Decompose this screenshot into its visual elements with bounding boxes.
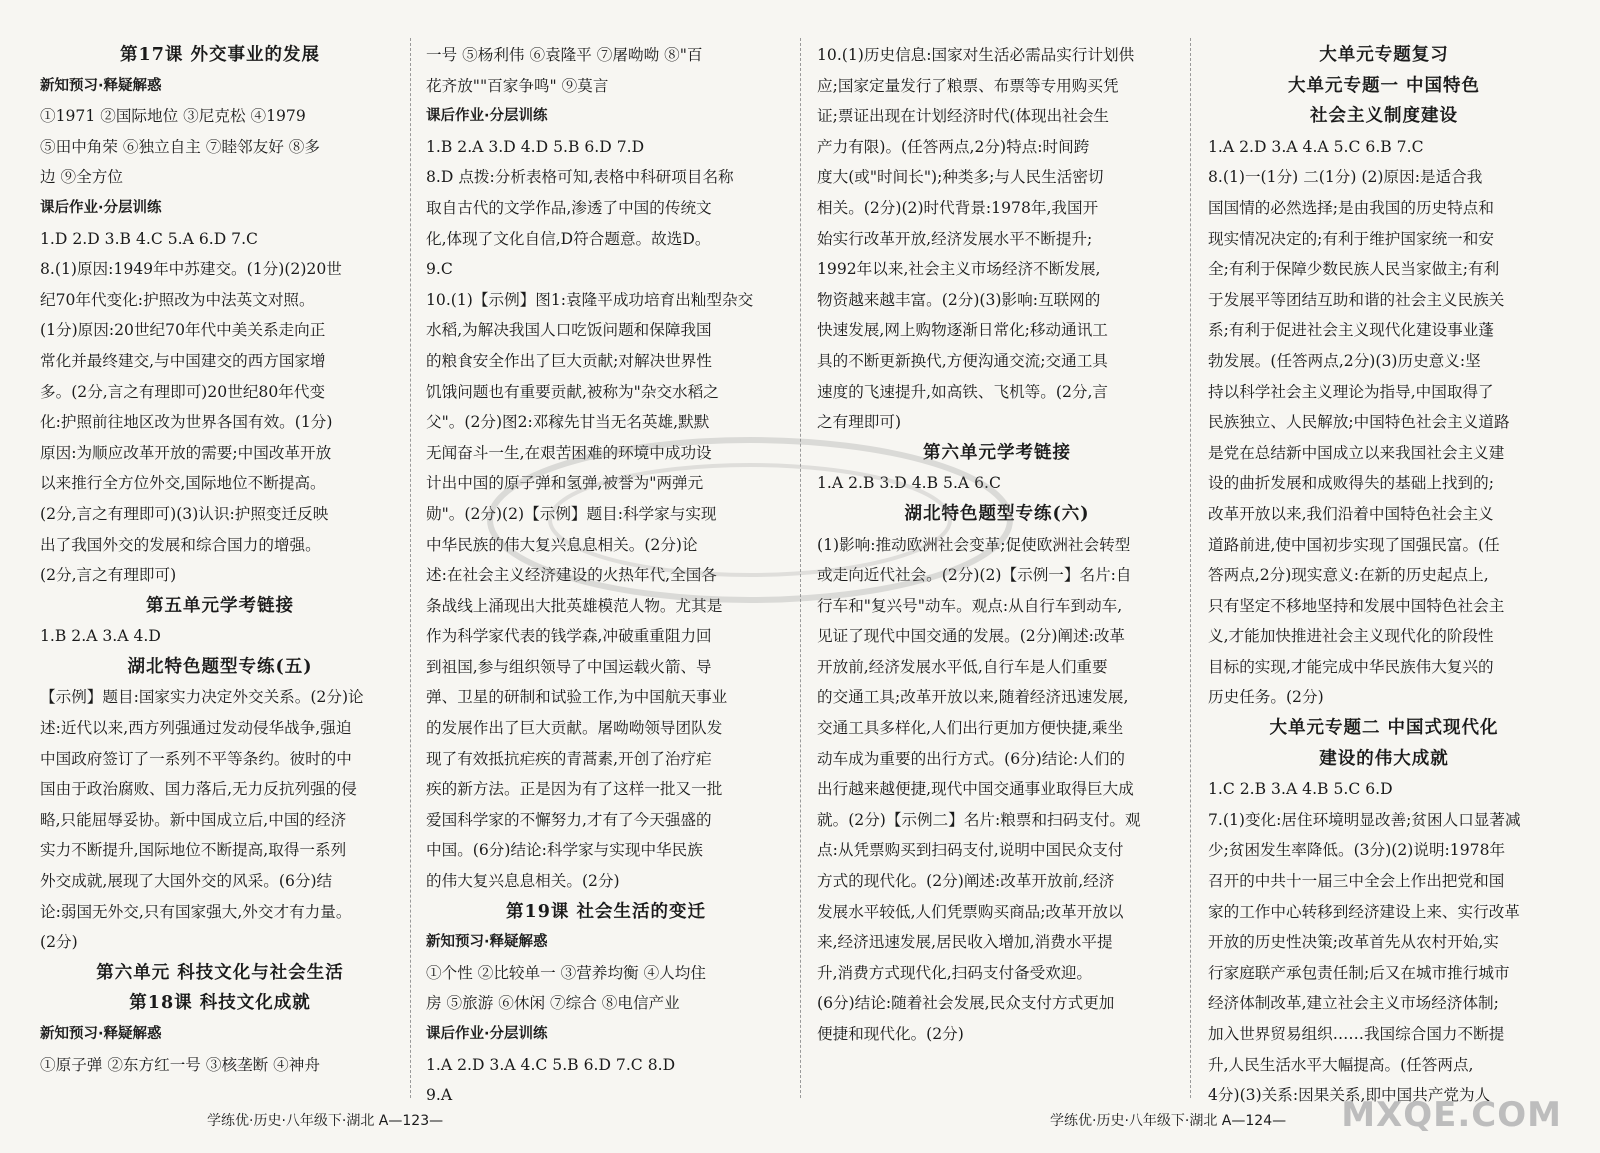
answer-line: 条战线上涌现出大批英雄模范人物。尤其是 <box>426 596 723 615</box>
answer-line: 常化并最终建交,与中国建交的西方国家增 <box>40 351 326 370</box>
answer-column-1 <box>40 40 400 1080</box>
answer-line: 1.D 2.D 3.B 4.C 5.A 6.D 7.C <box>40 229 258 248</box>
answer-line: 作为科学家代表的钱学森,冲破重重阻力回 <box>426 627 712 646</box>
answer-line: 始实行改革开放,经济发展水平不断提升; <box>817 229 1093 248</box>
answer-line: 7.(1)变化:居住环境明显改善;贫困人口显著减 <box>1208 810 1521 829</box>
answer-line: 外交成就,展现了大国外交的风采。(6分)结 <box>40 872 333 891</box>
answer-line: 中华民族的伟大复兴息息相关。(2分)论 <box>426 535 698 554</box>
answer-line: 出了我国外交的发展和综合国力的增强。 <box>40 535 321 554</box>
answer-line: 中国政府签订了一系列不平等条约。彼时的中 <box>40 749 352 768</box>
page-footer-right: 学练优·历史·八年级下·湖北 A—124— <box>1050 1113 1287 1129</box>
answer-line: 9.C <box>426 260 453 279</box>
subsection-label: 课后作业·分层训练 <box>426 1026 548 1042</box>
answer-line: 系;有利于促进社会主义现代化建设事业蓬 <box>1208 321 1494 340</box>
answer-line: 目标的实现,才能完成中华民族伟大复兴的 <box>1208 657 1494 676</box>
answer-line: 述:近代以来,西方列强通过发动侵华战争,强迫 <box>40 719 352 738</box>
page-footer-left: 学练优·历史·八年级下·湖北 A—123— <box>207 1113 444 1129</box>
answer-line: ⑤田中角荣 ⑥独立自主 ⑦睦邻友好 ⑧多 <box>40 137 320 156</box>
section-heading: 第18课 科技文化成就 <box>129 993 311 1014</box>
answer-line: 之有理即可) <box>817 413 902 432</box>
section-heading: 大单元专题复习 <box>1319 45 1449 65</box>
subsection-label: 新知预习·释疑解惑 <box>40 1026 162 1042</box>
answer-line: 无闻奋斗一生,在艰苦困难的环境中成功设 <box>426 443 712 462</box>
answer-line: 计出中国的原子弹和氢弹,被誉为"两弹元 <box>426 474 704 493</box>
answer-line: 度大(或"时间长");种类多;与人民生活密切 <box>817 168 1104 187</box>
watermark: MXQE.COM <box>1341 1095 1562 1135</box>
section-heading: 第六单元 科技文化与社会生活 <box>96 962 344 983</box>
answer-line: (2分,言之有理即可) <box>40 566 177 585</box>
answer-line: 方式的现代化。(2分)阐述:改革开放前,经济 <box>817 872 1115 891</box>
answer-line: 述:在社会主义经济建设的火热年代,全国各 <box>426 566 717 585</box>
answer-line: 物资越来越丰富。(2分)(3)影响:互联网的 <box>817 290 1101 309</box>
answer-line: 4分)(3)关系:因果关系,即中国共产党为人 <box>1208 1086 1491 1105</box>
answer-line: 国国情的必然选择;是由我国的历史特点和 <box>1208 198 1494 217</box>
answer-line: 召开的中共十一届三中全会上作出把党和国 <box>1208 872 1505 891</box>
answer-line: 来,经济迅速发展,居民收入增加,消费水平提 <box>817 933 1113 952</box>
answer-line: 8.D 点拨:分析表格可知,表格中科研项目名称 <box>426 168 734 187</box>
answer-line: 化,体现了文化自信,D符合题意。故选D。 <box>426 229 711 248</box>
answer-line: 经济体制改革,建立社会主义市场经济体制; <box>1208 994 1499 1013</box>
answer-line: 的粮食安全作出了巨大贡献;对解决世界性 <box>426 351 712 370</box>
answer-line: 疾的新方法。正是因为有了这样一批又一批 <box>426 780 723 799</box>
answer-line: 取自古代的文学作品,渗透了中国的传统文 <box>426 198 712 217</box>
answer-line: 8.(1)原因:1949年中苏建交。(1分)(2)20世 <box>40 260 342 279</box>
section-heading: 第五单元学考链接 <box>146 595 294 616</box>
answer-line: 弹、卫星的研制和试验工作,为中国航天事业 <box>426 688 728 707</box>
answer-line: 以来推行全方位外交,国际地位不断提高。 <box>40 474 326 493</box>
answer-line: 见证了现代中国交通的发展。(2分)阐述:改革 <box>817 627 1126 646</box>
section-heading: 大单元专题二 中国式现代化 <box>1269 718 1499 739</box>
section-heading: 湖北特色题型专练(六) <box>904 503 1090 524</box>
answer-line: 化:护照前往地区改为世界各国有效。(1分) <box>40 413 333 432</box>
answer-line: 到祖国,参与组织领导了中国运载火箭、导 <box>426 657 712 676</box>
answer-line: 速度的飞速提升,如高铁、飞机等。(2分,言 <box>817 382 1109 401</box>
answer-line: (2分) <box>40 933 78 952</box>
answer-column-2 <box>426 40 786 1111</box>
answer-line: 道路前进,使中国初步实现了国强民富。(任 <box>1208 535 1500 554</box>
answer-line: 饥饿问题也有重要贡献,被称为"杂交水稻之 <box>426 382 719 401</box>
subsection-label: 课后作业·分层训练 <box>426 108 548 125</box>
section-heading: 建设的伟大成就 <box>1319 748 1449 769</box>
column-divider <box>800 38 801 1098</box>
answer-line: 快速发展,网上购物逐渐日常化;移动通讯工 <box>817 321 1108 340</box>
answer-line: 是党在总结新中国成立以来我国社会主义建 <box>1208 443 1505 462</box>
answer-line: 房 ⑤旅游 ⑥休闲 ⑦综合 ⑧电信产业 <box>426 994 680 1013</box>
answer-line: 原因:为顺应改革开放的需要;中国改革开放 <box>40 443 332 462</box>
answer-line: 答两点,2分)现实意义:在新的历史起点上, <box>1208 566 1489 585</box>
answer-line: 略,只能屈辱妥协。新中国成立后,中国的经济 <box>40 810 347 829</box>
answer-line: 1.C 2.B 3.A 4.B 5.C 6.D <box>1208 780 1393 799</box>
answer-line: 1.A 2.D 3.A 4.C 5.B 6.D 7.C 8.D <box>426 1055 676 1074</box>
answer-line: 动车成为重要的出行方式。(6分)结论:人们的 <box>817 749 1126 768</box>
answer-line: 花齐放""百家争鸣" ⑨莫言 <box>426 76 609 95</box>
answer-line: 多。(2分,言之有理即可)20世纪80年代变 <box>40 382 326 401</box>
answer-line: 开放前,经济发展水平低,自行车是人们重要 <box>817 657 1108 676</box>
answer-line: 义,才能加快推进社会主义现代化的阶段性 <box>1208 627 1494 646</box>
answer-line: 便捷和现代化。(2分) <box>817 1025 964 1043</box>
answer-line: 出行越来越便捷,现代中国交通事业取得巨大成 <box>817 780 1134 799</box>
answer-line: 1.A 2.B 3.D 4.B 5.A 6.C <box>817 474 1001 493</box>
answer-line: (1)影响:推动欧洲社会变革;促使欧洲社会转型 <box>817 535 1131 554</box>
section-heading: 湖北特色题型专练(五) <box>127 656 313 677</box>
answer-line: (1分)原因:20世纪70年代中美关系走向正 <box>40 321 326 340</box>
answer-line: (6分)结论:随着社会发展,民众支付方式更加 <box>817 994 1115 1013</box>
answer-line: 产力有限)。(任答两点,2分)特点:时间跨 <box>817 137 1090 156</box>
answer-line: 的伟大复兴息息相关。(2分) <box>426 872 620 891</box>
answer-line: 勃发展。(任答两点,2分)(3)历史意义:坚 <box>1208 351 1481 370</box>
answer-line: 纪70年代变化:护照改为中法英文对照。 <box>40 290 315 309</box>
answer-line: 父"。(2分)图2:邓稼先甘当无名英雄,默默 <box>426 413 710 432</box>
answer-line: 实力不断提升,国际地位不断提高,取得一系列 <box>40 841 347 860</box>
answer-line: 民族独立、人民解放;中国特色社会主义道路 <box>1208 413 1510 432</box>
section-heading: 第17课 外交事业的发展 <box>120 45 320 65</box>
answer-line: 10.(1)历史信息:国家对生活必需品实行计划供 <box>817 46 1135 64</box>
answer-line: 或走向近代社会。(2分)(2)【示例一】名片:自 <box>817 566 1132 585</box>
answer-line: 就。(2分)【示例二】名片:粮票和扫码支付。观 <box>817 810 1141 829</box>
column-divider <box>410 38 411 1098</box>
answer-column-3 <box>817 40 1177 1050</box>
answer-line: 设的曲折发展和成败得失的基础上找到的; <box>1208 474 1494 493</box>
answer-line: ①原子弹 ②东方红一号 ③核垄断 ④神舟 <box>40 1055 320 1074</box>
answer-line: 8.(1)一(1分) 二(1分) (2)原因:是适合我 <box>1208 168 1483 187</box>
answer-line: 水稻,为解决我国人口吃饭问题和保障我国 <box>426 321 712 340</box>
answer-line: 改革开放以来,我们沿着中国特色社会主义 <box>1208 504 1494 523</box>
answer-line: 于发展平等团结互助和谐的社会主义民族关 <box>1208 290 1505 309</box>
answer-line: 全;有利于保障少数民族人民当家做主;有利 <box>1208 260 1500 279</box>
answer-line: ①1971 ②国际地位 ③尼克松 ④1979 <box>40 107 306 126</box>
answer-line: 现实情况决定的;有利于维护国家统一和安 <box>1208 229 1494 248</box>
answer-line: 家的工作中心转移到经济建设上来、实行改革 <box>1208 902 1520 921</box>
answer-line: 爱国科学家的不懈努力,才有了今天强盛的 <box>426 810 712 829</box>
answer-line: 行家庭联产承包责任制;后又在城市推行城市 <box>1208 963 1510 982</box>
answer-line: 证;票证出现在计划经济时代(体现出社会生 <box>817 107 1110 126</box>
answer-line: 1.B 2.A 3.D 4.D 5.B 6.D 7.D <box>426 137 645 156</box>
answer-line: 的交通工具;改革开放以来,随着经济迅速发展, <box>817 688 1129 707</box>
answer-line: ①个性 ②比较单一 ③营养均衡 ④人均住 <box>426 963 706 982</box>
section-heading: 社会主义制度建设 <box>1310 106 1458 127</box>
answer-line: 论:弱国无外交,只有国家强大,外交才有力量。 <box>40 902 352 921</box>
answer-line: 发展水平较低,人们凭票购买商品;改革开放以 <box>817 902 1124 921</box>
answer-column-4 <box>1208 40 1560 1111</box>
answer-line: 【示例】题目:国家实力决定外交关系。(2分)论 <box>40 688 364 707</box>
answer-line: 持以科学社会主义理论为指导,中国取得了 <box>1208 382 1494 401</box>
answer-line: 10.(1)【示例】图1:袁隆平成功培育出籼型杂交 <box>426 290 754 309</box>
answer-line: 边 ⑨全方位 <box>40 168 123 187</box>
section-heading: 第19课 社会生活的变迁 <box>506 901 706 922</box>
answer-line: 具的不断更新换代,方便沟通交流;交通工具 <box>817 351 1108 370</box>
subsection-label: 课后作业·分层训练 <box>40 199 162 216</box>
answer-line: 1.B 2.A 3.A 4.D <box>40 627 161 646</box>
section-heading: 大单元专题一 中国特色 <box>1287 75 1481 96</box>
answer-line: 加入世界贸易组织……我国综合国力不断提 <box>1208 1025 1505 1043</box>
answer-line: 历史任务。(2分) <box>1208 688 1324 707</box>
answer-line: 现了有效抵抗疟疾的青蒿素,开创了治疗疟 <box>426 749 712 768</box>
answer-line: 的发展作出了巨大贡献。屠呦呦领导团队发 <box>426 719 723 738</box>
answer-line: 开放的历史性决策;改革首先从农村开始,实 <box>1208 933 1499 952</box>
answer-line: 只有坚定不移地坚持和发展中国特色社会主 <box>1208 596 1505 615</box>
subsection-label: 新知预习·释疑解惑 <box>426 934 548 951</box>
answer-line: 勋"。(2分)(2)【示例】题目:科学家与实现 <box>426 504 717 523</box>
answer-line: 少;贫困发生率降低。(3分)(2)说明:1978年 <box>1208 841 1506 860</box>
answer-line: 中国。(6分)结论:科学家与实现中华民族 <box>426 841 703 860</box>
answer-line: (2分,言之有理即可)(3)认识:护照变迁反映 <box>40 504 329 523</box>
answer-line: 9.A <box>426 1086 453 1105</box>
answer-line: 1992年以来,社会主义市场经济不断发展, <box>817 260 1101 279</box>
column-divider <box>1190 38 1191 1098</box>
answer-line: 交通工具多样化,人们出行更加方便快捷,乘坐 <box>817 719 1124 738</box>
answer-line: 点:从凭票购买到扫码支付,说明中国民众支付 <box>817 841 1124 860</box>
answer-line: 一号 ⑤杨利伟 ⑥袁隆平 ⑦屠呦呦 ⑧"百 <box>426 46 703 64</box>
answer-line: 1.A 2.D 3.A 4.A 5.C 6.B 7.C <box>1208 137 1424 156</box>
section-heading: 第六单元学考链接 <box>923 442 1071 463</box>
subsection-label: 新知预习·释疑解惑 <box>40 77 162 94</box>
answer-line: 升,人民生活水平大幅提高。(任答两点, <box>1208 1055 1474 1074</box>
answer-line: 行车和"复兴号"动车。观点:从自行车到动车, <box>817 596 1123 615</box>
answer-line: 应;国家定量发行了粮票、布票等专用购买凭 <box>817 76 1119 95</box>
answer-line: 相关。(2分)(2)时代背景:1978年,我国开 <box>817 198 1099 217</box>
answer-line: 升,消费方式现代化,扫码支付备受欢迎。 <box>817 963 1093 982</box>
answer-line: 国由于政治腐败、国力落后,无力反抗列强的侵 <box>40 780 357 799</box>
